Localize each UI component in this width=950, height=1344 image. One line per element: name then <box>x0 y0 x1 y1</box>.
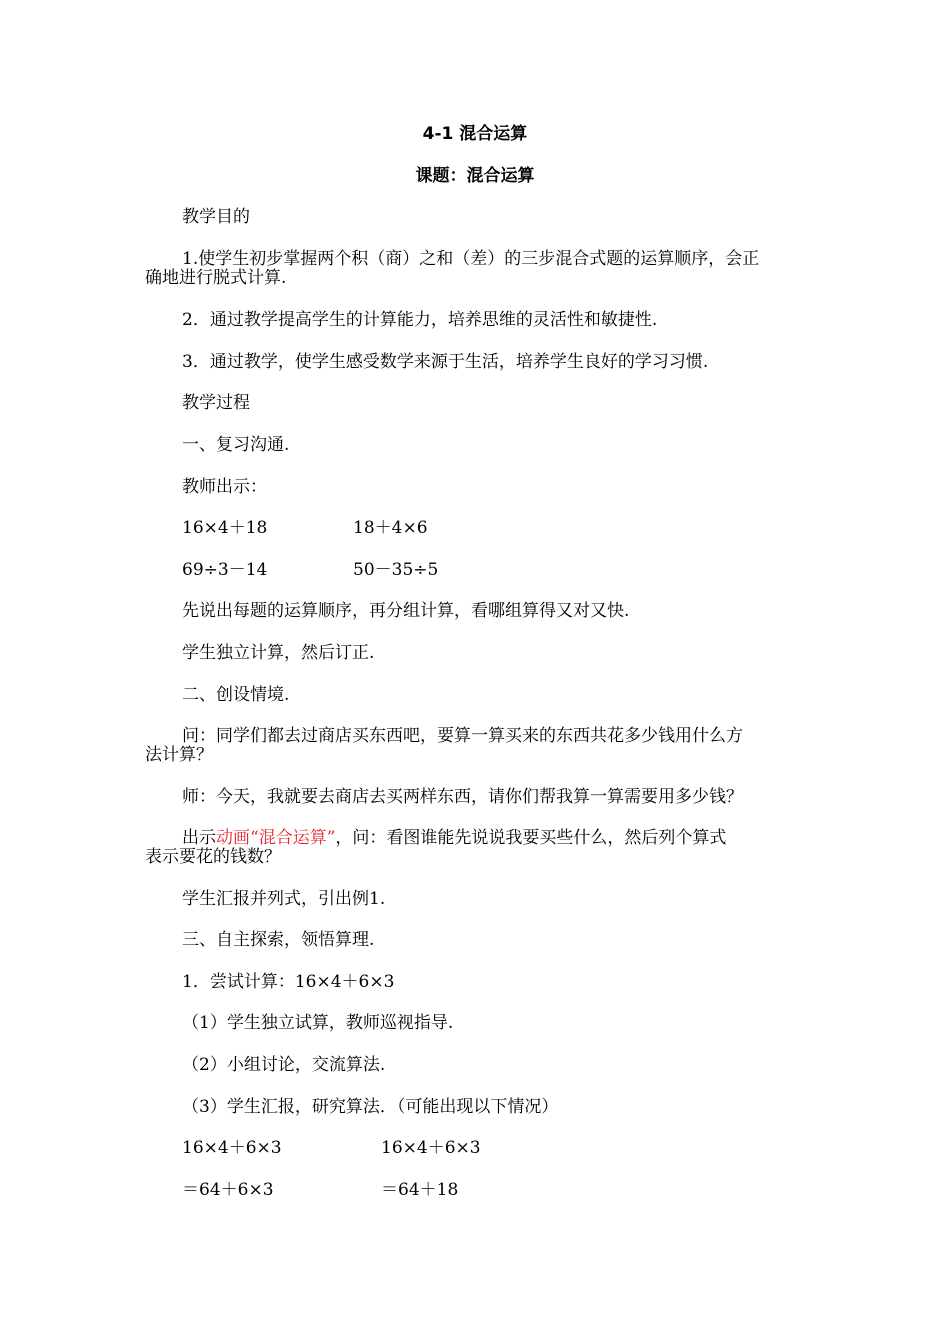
calc-b1: 16×4＋6×3 <box>381 1138 481 1158</box>
calc-a1: 16×4＋6×3 <box>182 1138 282 1158</box>
show-rest: ，问：看图谁能先说说我要买些什么，然后列个算式 <box>335 828 727 848</box>
student-calc: 学生独立计算，然后订正. <box>182 643 375 663</box>
objectives-heading: 教学目的 <box>182 207 250 227</box>
try-calc: 1．尝试计算：16×4＋6×3 <box>182 972 395 992</box>
calc-a2: ＝64＋6×3 <box>182 1180 274 1200</box>
teacher-says: 师：今天，我就要去商店去买两样东西，请你们帮我算一算需要用多少钱？ <box>182 787 743 807</box>
animation-link[interactable]: 动画“混合运算” <box>216 828 336 848</box>
objective-2: 2．通过教学提高学生的计算能力，培养思维的灵活性和敏捷性. <box>182 310 658 330</box>
objective-1-line-1: 1.使学生初步掌握两个积（商）之和（差）的三步混合式题的运算顺序，会正 <box>182 249 760 269</box>
calc-b2: ＝64＋18 <box>381 1180 459 1200</box>
teacher-shows: 教师出示： <box>182 477 267 497</box>
lesson-subtitle: 课题：混合运算 <box>415 166 535 186</box>
review-instruction: 先说出每题的运算顺序，再分组计算，看哪组算得又对又快. <box>182 601 630 621</box>
document-title: 4-1 混合运算 <box>422 124 528 144</box>
section-3-heading: 三、自主探索，领悟算理. <box>182 930 375 950</box>
expression-2a: 69÷3－14 <box>182 560 268 580</box>
section-2-heading: 二、创设情境. <box>182 685 290 705</box>
process-heading: 教学过程 <box>182 393 250 413</box>
calc-row-2 <box>145 1180 810 1200</box>
step-2: （2）小组讨论，交流算法. <box>182 1055 386 1075</box>
calc-row-1 <box>145 1138 810 1158</box>
expression-2b: 50－35÷5 <box>353 560 439 580</box>
expression-row-2 <box>145 560 810 580</box>
show-animation-line-2: 表示要花的钱数？ <box>145 847 281 867</box>
section-1-heading: 一、复习沟通. <box>182 435 290 455</box>
objective-3: 3．通过教学，使学生感受数学来源于生活，培养学生良好的学习习惯. <box>182 352 709 372</box>
show-animation-line-1 <box>145 828 810 848</box>
show-prefix: 出示 <box>182 828 216 848</box>
question-line-2: 法计算？ <box>145 745 213 765</box>
objective-1-line-2: 确地进行脱式计算. <box>145 268 287 288</box>
step-3: （3）学生汇报，研究算法．（可能出现以下情况） <box>182 1097 559 1117</box>
step-1: （1）学生独立试算，教师巡视指导. <box>182 1013 454 1033</box>
question-line-1: 问：同学们都去过商店买东西吧，要算一算买来的东西共花多少钱用什么方 <box>182 726 743 746</box>
expression-1b: 18＋4×6 <box>353 518 428 538</box>
expression-1a: 16×4＋18 <box>182 518 268 538</box>
student-report: 学生汇报并列式，引出例1. <box>182 889 386 909</box>
expression-row-1 <box>145 518 810 538</box>
